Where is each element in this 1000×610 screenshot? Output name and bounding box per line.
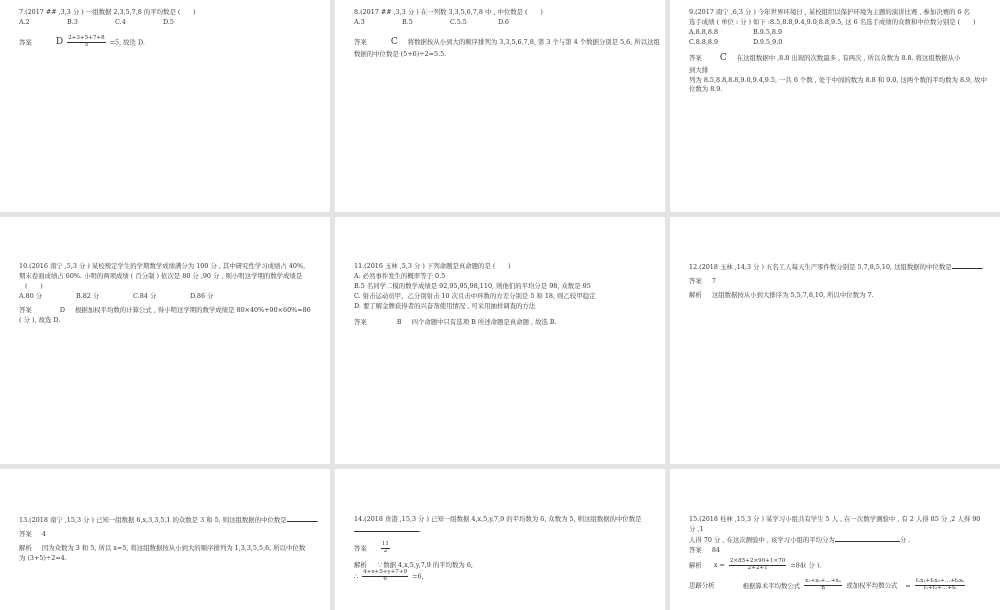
answer-label: 答案: [19, 529, 32, 538]
option-a: A. 必然事件发生的概率等于 0.5: [354, 271, 446, 280]
option-c: C.5.5: [450, 17, 467, 26]
solution-label: 解析: [19, 543, 32, 552]
question-text: 11.(2016 玉林 ,5,3 分 ) 下列命题是真命题的是 ( ): [354, 262, 511, 270]
idea-mid: 或加权平均数公式: [846, 581, 898, 590]
solution-equation: [354, 570, 653, 583]
question-7-panel: [0, 0, 330, 212]
answer-row: [354, 542, 653, 555]
fraction-denominator: 2: [383, 547, 388, 554]
weighted-mean-formula: [915, 579, 965, 592]
mean-fraction: [67, 36, 106, 49]
idea-row: [689, 579, 988, 592]
answer-letter: C: [390, 36, 398, 47]
question-row: [689, 535, 988, 546]
options-row-1: [689, 28, 988, 38]
answer-letter: C: [719, 52, 727, 63]
option-c: C.8.8,8.9: [689, 37, 719, 46]
formula-denominator: f₁+f₂+…+fₖ: [923, 585, 957, 592]
answer-label: 答案: [689, 53, 702, 62]
fraction-denominator: 6: [383, 576, 387, 583]
option-c: C. 射击运动员甲、乙分别射击 10 次且击中环数的方差分别是 5 和 18, 则乙较甲稳定: [354, 291, 596, 300]
question-row: 13.(2018 南宁 ,15,3 分 ) 已知一组数据 6,x,3,3,5,1 的众数是 3 和 5, 则这组数据的中位数是 .: [19, 516, 319, 524]
question-row: 12.(2018 玉林 ,14,3 分 ) 五名工人每天生产零件数分别是 5,7,8,5,10, 这组数据的中位数是 .: [689, 263, 984, 271]
fraction-numerator: 2+3+5+7+8: [68, 34, 105, 41]
solution-text: 因为众数为 3 和 5, 所以 x=5, 将这组数据按从小到大的顺序排列为 1,3,3,5,5,6, 所以中位数: [41, 543, 306, 552]
question-tail: 分 .: [899, 535, 911, 544]
options-row: [19, 18, 318, 28]
fraction-denominator: 5: [84, 41, 89, 48]
question-text: 12.(2018 玉林 ,14,3 分 ) 五名工人每天生产零件数分别是 5,7,8,5,10, 这组数据的中位数是: [689, 263, 952, 271]
answer-label: 答案: [354, 544, 367, 553]
arithmetic-mean-formula: [804, 579, 842, 592]
answer-row: [689, 52, 988, 66]
answer-explanation-cont-3: 位数为 8.9.: [689, 85, 723, 94]
options-row-2: [689, 38, 988, 48]
answer-row: [689, 277, 988, 287]
answer-value: 4: [41, 529, 46, 538]
fraction-numerator: 2×85+2×90+1×70: [729, 557, 786, 564]
formula-denominator: n: [821, 585, 825, 592]
option-a: A.8.8,8.8: [689, 27, 719, 36]
option-c: C.84 分: [133, 291, 157, 300]
answer-letter: D: [55, 37, 64, 48]
options-row: [354, 18, 653, 28]
mean-fraction: [362, 570, 408, 583]
answer-row: [689, 546, 988, 556]
answer-row: [19, 530, 318, 540]
answer-explanation-cont: ( 分 ), 故选 D.: [19, 315, 61, 324]
question-text: 13.(2018 南宁 ,15,3 分 ) 已知一组数据 6,x,3,3,5,1 的众数是 3 和 5, 则这组数据的中位数是: [19, 516, 287, 524]
answer-label: 答案: [354, 37, 367, 46]
formula-numerator: x₁+x₂+…+xₙ: [805, 578, 842, 585]
answer-letter: B: [396, 317, 402, 326]
option-d: D.86 分: [190, 291, 214, 300]
answer-explanation-cont: 数据的中位数是 (5+6)÷2=5.5.: [354, 49, 447, 58]
option-b: B.5 名同学二模的数学成绩是 92,95,95,98,110, 则他们的平均分是 98, 众数是 95: [354, 281, 591, 290]
answer-value: 84: [711, 545, 720, 554]
option-a: A.80 分: [19, 291, 43, 300]
option-c: C.4: [115, 17, 126, 26]
question-text-line2: 期末卷面成绩占 60%. 小明的两项成绩 ( 百分制 ) 依次是 80 分 ,90 分 , 则小明这学期的数学成绩是: [19, 271, 303, 280]
question-text-line2: 选手成绩 ( 单位 : 分 ) 如下 :8.5,8.8,9.4,9.0,8.8,9.5, 这 6 名选手成绩的众数和中位数分别是 ( ): [689, 17, 976, 26]
question-text-line2: 分 ,1: [689, 524, 704, 533]
equation-tail: =6,: [412, 572, 424, 581]
idea-text: 根据算术平均数公式: [742, 581, 801, 590]
answer-explanation: 在这组数据中 ,8.8 出现的次数最多 , 有两次 , 所以众数为 8.8. 将这组数据从小: [736, 53, 961, 62]
question-11-panel: [335, 217, 665, 464]
answer-blank: [952, 262, 982, 269]
idea-label: 思路分析: [689, 581, 715, 590]
answer-label: 答案: [689, 276, 702, 285]
solution-lead: x =: [713, 561, 725, 570]
solution-text-cont: 为 (3+5)÷2=4.: [19, 553, 67, 562]
answer-label: 答案: [689, 545, 702, 554]
solution-row: [689, 559, 988, 572]
question-text: 8.(2017 ## ,3,3 分 ) 在一列数 3,3,5,6,7,8 中 , 中位数是 ( ): [354, 8, 543, 16]
answer-blank-row: .: [354, 525, 653, 536]
question-text-line1: 15.(2018 桂林 ,15,3 分 ) 某学习小组共有学生 5 人 , 在一次数学测验中 , 有 2 人得 85 分 ,2 人得 90: [689, 515, 981, 523]
answer-explanation-cont-2: 列为 8.5,8.8,8.8,9.0,9.4,9.5, 一共 6 个数 , 处于中间的数为 8.8 和 9.0, 这两个数的平均数为 8.9, 故中: [689, 75, 987, 84]
option-b: B.9.5,8.9: [753, 27, 783, 36]
formula-numerator: f₁x₁+f₂x₂+…+fₖxₖ: [915, 578, 965, 585]
question-text-line1: 9.(2017 南宁 ,6,3 分 ) 今年世界环境日 , 某校组织以保护环境为主题的演讲比赛 , 参加决赛的 6 名: [689, 8, 970, 16]
question-text-line3: ( ): [25, 281, 43, 290]
answer-tail: =5, 故选 D.: [109, 38, 145, 47]
equals-sign: =: [905, 581, 911, 590]
answer-explanation: 四个命题中只有选项 B 所述命题是真命题 , 故选 B.: [411, 317, 557, 326]
option-b: B.5: [402, 17, 413, 26]
question-text-line1: 10.(2016 南宁 ,5,3 分 ) 某校规定学生的学期数学成绩满分为 100 分 , 其中研究性学习成绩占 40%,: [19, 262, 306, 270]
answer-blank: [287, 515, 317, 522]
solution-row: [689, 291, 988, 301]
question-text-line3: 人得 70 分 , 在这次测验中 , 该学习小组的平均分为: [689, 535, 835, 544]
solution-label: 解析: [354, 560, 367, 569]
therefore-symbol: ∴: [354, 572, 359, 581]
option-b: B.82 分: [76, 291, 100, 300]
answer-row: [19, 306, 318, 316]
answer-blank: [354, 525, 419, 532]
solution-text: 这组数据按从小到大排序为 5,5,7,8,10, 所以中位数为 7.: [711, 290, 874, 299]
question-8-panel: [335, 0, 665, 212]
option-a: A.2: [19, 17, 30, 26]
question-text: 14.(2018 贵港 ,15,3 分 ) 已知一组数据 4,x,5,y,7,9 的平均数为 6, 众数为 5, 则这组数据的中位数是: [354, 515, 642, 523]
question-14-panel: [335, 469, 665, 610]
option-b: B.3: [67, 17, 78, 26]
option-d: D.5: [163, 17, 174, 26]
options-row: [19, 292, 318, 302]
option-a: A.3: [354, 17, 365, 26]
question-9-panel: [670, 0, 1000, 212]
answer-explanation: 根据加权平均数的计算公式 , 得小明这学期的数学成绩是 80×40%+90×60%=86: [75, 305, 311, 314]
answer-value: 7: [711, 276, 716, 285]
option-d: D. 要了解金牌获得者的兴奋剂使用情况 , 可采用抽样调查的方法: [354, 301, 536, 310]
solution-tail: =84( 分 ).: [790, 561, 822, 570]
answer-label: 答案: [19, 305, 32, 314]
answer-letter: D: [59, 305, 65, 314]
question-12-panel: [670, 217, 1000, 464]
answer-row: [354, 36, 660, 50]
solution-row: [19, 544, 318, 554]
answer-explanation-cont-1: 到大排: [689, 65, 709, 74]
fraction-denominator: 2+2+1: [747, 564, 768, 571]
option-d: D.9.5,9.0: [753, 37, 783, 46]
answer-row: [354, 318, 653, 328]
answer-row: [19, 36, 318, 50]
answer-label: 答案: [19, 38, 32, 47]
solution-label: 解析: [689, 561, 702, 570]
question-text: 7.(2017 ## ,3,3 分 ) 一组数据 2,3,5,7,8 的平均数是 ( ): [19, 8, 196, 16]
answer-fraction: [381, 542, 390, 555]
solution-text: ∵数据 4,x,5,y,7,9 的平均数为 6,: [376, 560, 473, 569]
answer-explanation: 将数据按从小到大的顺序排列为 3,3,5,6,7,8, 第 3 个与第 4 个数据分别是 5,6, 所以这组: [407, 37, 660, 46]
fraction-numerator: 4+x+5+y+7+9: [363, 569, 408, 576]
question-10-panel: [0, 217, 330, 464]
question-13-panel: [0, 469, 330, 610]
question-15-panel: [670, 469, 1000, 610]
answer-label: 答案: [354, 317, 367, 326]
fraction-numerator: 11: [381, 540, 389, 547]
solution-label: 解析: [689, 290, 702, 299]
weighted-mean-fraction: [729, 559, 786, 572]
option-d: D.6: [498, 17, 509, 26]
answer-blank: [835, 535, 900, 542]
